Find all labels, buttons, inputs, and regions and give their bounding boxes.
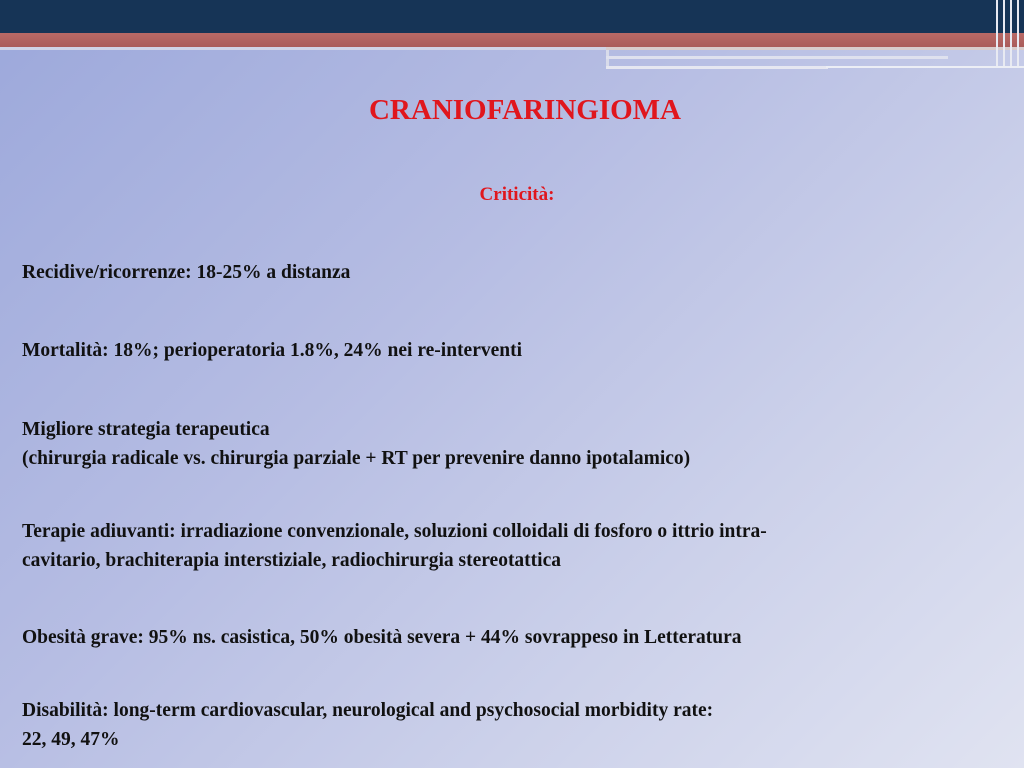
header-decorative-stripe [1017,0,1019,66]
paragraph-line: Recidive/ricorrenze: 18-25% a distanza [22,262,351,283]
paragraph-line: Migliore strategia terapeutica [22,419,270,440]
slide-header-accent-band [0,33,1024,47]
paragraph-strategy [22,415,1007,473]
paragraph-line: cavitario, brachiterapia interstiziale, radiochirurgia stereotattica [22,550,561,571]
paragraph-disability [22,696,1007,754]
paragraph-line: Mortalità: 18%; perioperatoria 1.8%, 24% nei re-interventi [22,340,523,361]
header-decorative-stripe [1003,0,1005,66]
header-rule [0,47,606,50]
paragraph-line: Obesità grave: 95% ns. casistica, 50% obesità severa + 44% sovrappeso in Letteratura [22,627,742,648]
header-rule [826,66,1024,68]
paragraph-adjuvant-therapies [22,517,1007,575]
header-decorative-stripe [996,0,998,66]
paragraph-mortality [22,336,1007,365]
header-decorative-stripe [1010,0,1012,66]
header-rule [606,66,828,69]
slide-subtitle: Criticità: [479,184,555,205]
paragraph-line: Terapie adiuvanti: irradiazione convenzionale, soluzioni colloidali di fosforo o ittrio intra- [22,521,767,542]
paragraph-recurrence [22,258,1007,287]
paragraph-line: 22, 49, 47% [22,729,120,750]
slide-header-bar [0,0,1024,33]
paragraph-obesity [22,623,1007,652]
header-rule [606,56,948,59]
header-rule [606,47,1024,50]
paragraph-line: Disabilità: long-term cardiovascular, neurological and psychosocial morbidity rate: [22,700,714,721]
slide-title: CRANIOFARINGIOMA [368,94,681,126]
paragraph-line: (chirurgia radicale vs. chirurgia parziale + RT per prevenire danno ipotalamico) [22,448,691,469]
